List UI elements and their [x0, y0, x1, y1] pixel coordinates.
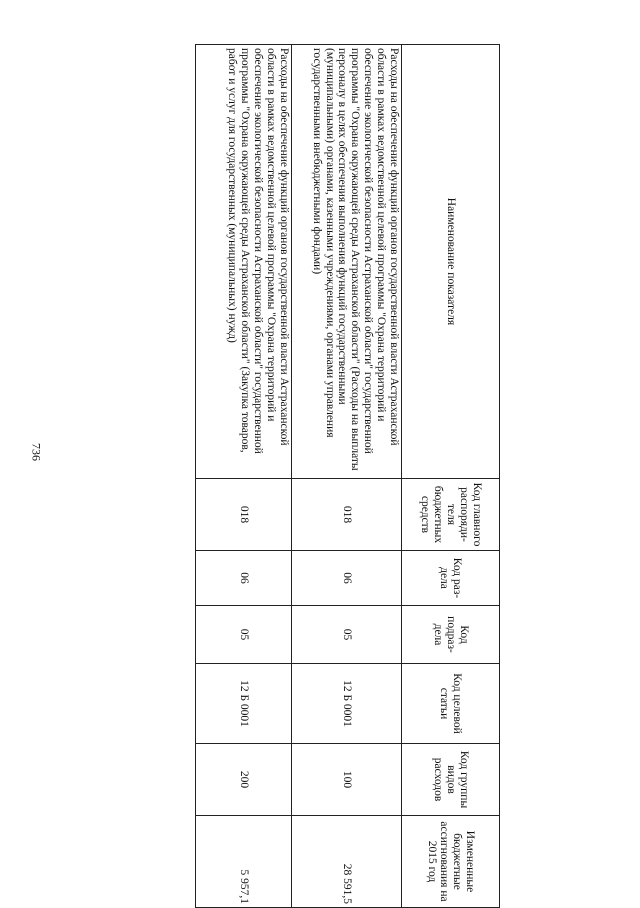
header-admin-code: Код главного распоряди-теля бюджетных средств: [402, 479, 500, 551]
rotated-table-container: [195, 44, 500, 907]
header-subsection-code: Код подраз-дела: [402, 606, 500, 664]
page-number: 736: [29, 443, 44, 461]
row-target-code: 12 Б 0001: [196, 664, 292, 744]
row-section-code: 06: [196, 551, 292, 606]
row-amount: 28 591,5: [292, 816, 402, 908]
row-subsection-code: 05: [292, 606, 402, 664]
row-expense-code: 100: [292, 744, 402, 816]
header-target-code: Код целевой статьи: [402, 664, 500, 744]
budget-table: [195, 44, 500, 908]
row-admin-code: 018: [196, 479, 292, 551]
header-section-code: Код раз-дела: [402, 551, 500, 606]
row-target-code: 12 Б 0001: [292, 664, 402, 744]
row-name: Расходы на обеспечение функций органов государственной власти Астраханской области в рамках ведомственной целевой программы "Охрана территорий и обеспечение экологической безопасности Астраханской области" государственной программы "Охрана окружающей среды Астраханской области" (Расходы на выплаты персоналу в целях обеспечения выполнения функций государственными (муниципальными) органами, казенными учреждениями, органами управления государственными внебюджетными фондами): [292, 45, 402, 479]
header-amount: Измененные бюджетные ассигнования на 2015 год: [402, 816, 500, 908]
header-name: Наименование показателя: [402, 45, 500, 479]
row-section-code: 06: [292, 551, 402, 606]
header-expense-code: Код группы видов расходов: [402, 744, 500, 816]
table-row: [196, 45, 292, 908]
row-subsection-code: 05: [196, 606, 292, 664]
row-admin-code: 018: [292, 479, 402, 551]
table-header-row: [402, 45, 500, 908]
row-expense-code: 200: [196, 744, 292, 816]
row-name: Расходы на обеспечение функций органов государственной власти Астраханской области в рамках ведомственной целевой программы "Охрана территорий и обеспечение экологической безопасности Астраханской области" государственной программы "Охрана окружающей среды Астраханской области" (Закупка товаров, работ и услуг для государственных (муниципальных) нужд): [196, 45, 292, 479]
row-amount: 5 957,1: [196, 816, 292, 908]
table-row: [292, 45, 402, 908]
